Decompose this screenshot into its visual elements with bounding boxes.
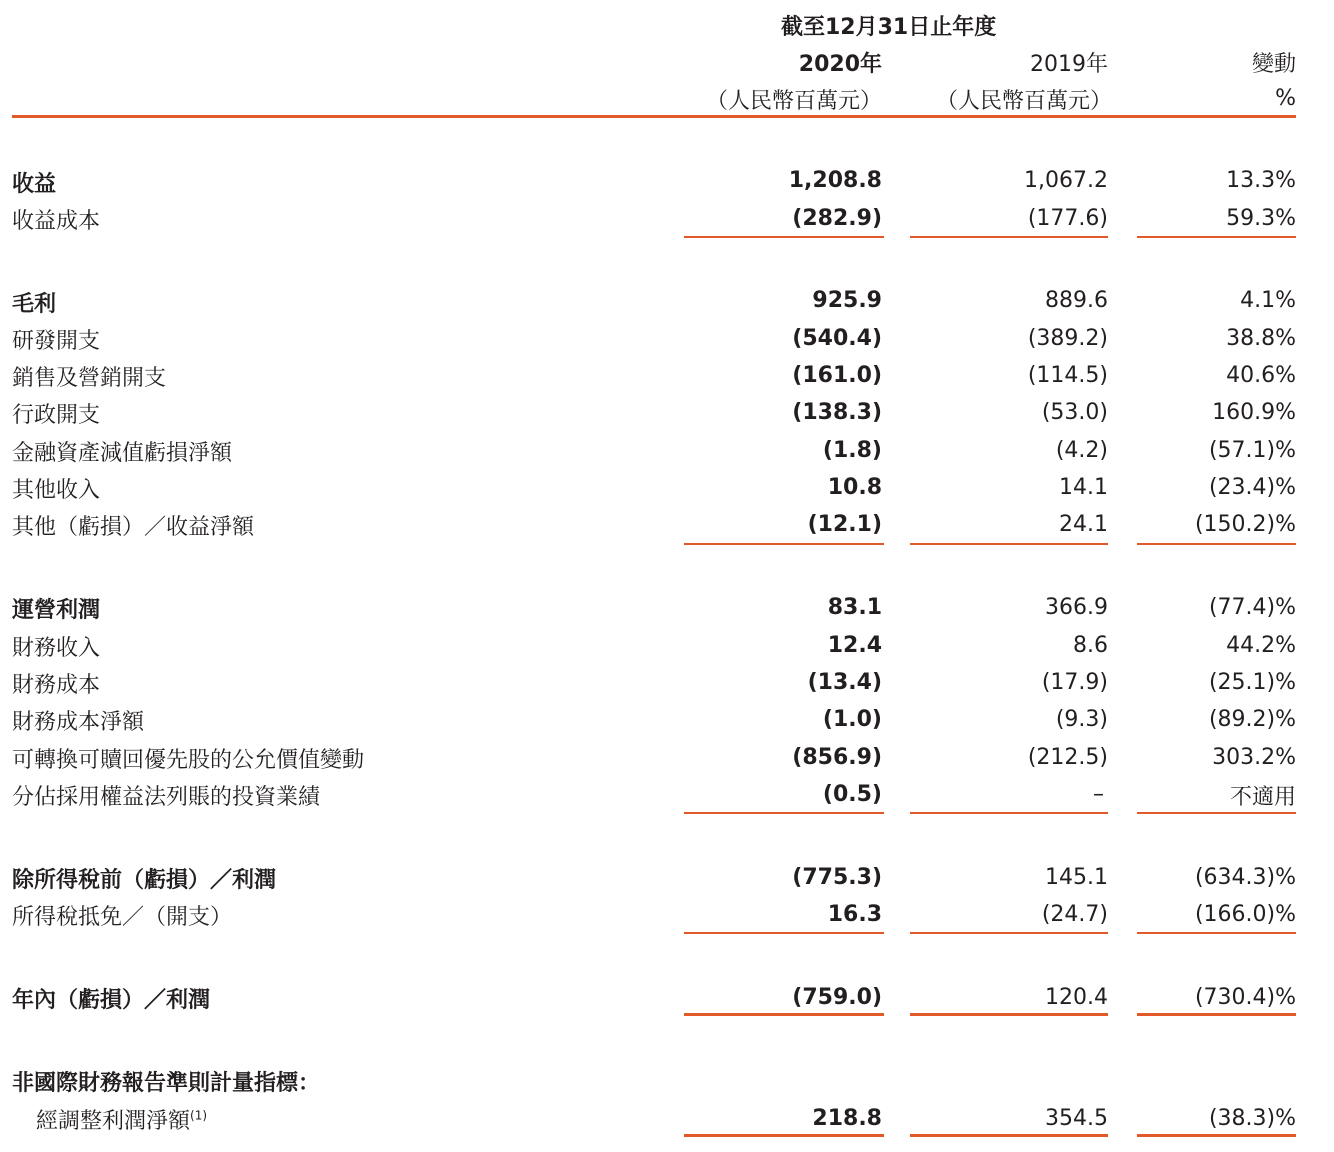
subtotal-rule	[1137, 543, 1296, 545]
value-2019: 24.1	[1059, 512, 1108, 537]
subtotal-rule	[1137, 812, 1296, 814]
value-2020: 925.9	[812, 288, 882, 313]
row-label-selling: 銷售及營銷開支	[12, 366, 167, 391]
non-ifrs-heading: 非國際財務報告準則計量指標：	[12, 1071, 321, 1096]
subtotal-rule	[684, 236, 884, 238]
subtotal-rule	[910, 932, 1108, 934]
total-rule	[910, 1013, 1108, 1016]
period-heading: 截至12月31日止年度	[781, 15, 997, 40]
value-2019: (389.2)	[1027, 326, 1108, 351]
column-header-2019: 2019年	[1030, 52, 1108, 77]
row-label-fair-value-change: 可轉換可贖回優先股的公允價值變動	[12, 748, 365, 773]
value-2020: 83.1	[827, 595, 882, 620]
value-change: (730.4)%	[1194, 985, 1296, 1010]
value-2019: (9.3)	[1055, 707, 1108, 732]
subtotal-rule	[1137, 932, 1296, 934]
value-2019: 366.9	[1045, 595, 1108, 620]
value-2020: (12.1)	[807, 512, 882, 537]
subtotal-rule	[910, 236, 1108, 238]
value-2019: 889.6	[1045, 288, 1108, 313]
value-2020: (1.8)	[822, 438, 882, 463]
column-header-2020: 2020年	[798, 52, 882, 77]
value-2020: 12.4	[827, 633, 882, 658]
value-change: (634.3)%	[1194, 865, 1296, 890]
value-change: 44.2%	[1226, 633, 1296, 658]
value-change: (166.0)%	[1194, 902, 1296, 927]
footnote-marker: (1)	[190, 1108, 208, 1123]
row-label-equity-method: 分佔採用權益法列賬的投資業績	[12, 785, 321, 810]
adjusted-net-profit-label: 經調整利潤淨額	[36, 1109, 191, 1134]
unit-change: %	[1275, 86, 1296, 111]
value-change: (77.4)%	[1208, 595, 1296, 620]
value-2019: –	[1093, 782, 1104, 807]
total-rule	[910, 1134, 1108, 1137]
value-change: 160.9%	[1212, 400, 1296, 425]
value-2020: 16.3	[827, 902, 882, 927]
value-change: 38.8%	[1226, 326, 1296, 351]
value-change: 4.1%	[1240, 288, 1296, 313]
value-2019: 145.1	[1045, 865, 1108, 890]
value-change: 13.3%	[1226, 168, 1296, 193]
value-change: (38.3)%	[1208, 1106, 1296, 1131]
value-change: (57.1)%	[1208, 438, 1296, 463]
value-2020: (0.5)	[822, 782, 882, 807]
value-2020: 10.8	[827, 475, 882, 500]
unit-2019: （人民幣百萬元）	[935, 89, 1112, 114]
row-label-admin: 行政開支	[12, 403, 101, 428]
value-change: (23.4)%	[1208, 475, 1296, 500]
total-rule	[684, 1134, 884, 1137]
row-label-cost-of-revenue: 收益成本	[12, 209, 101, 234]
row-label-gross-profit: 毛利	[12, 292, 57, 317]
value-2020: (775.3)	[792, 865, 882, 890]
row-label-operating-profit: 運營利潤	[12, 598, 101, 623]
row-label-other-gains: 其他（虧損）／收益淨額	[12, 515, 255, 540]
subtotal-rule	[1137, 236, 1296, 238]
row-label-rnd: 研發開支	[12, 329, 101, 354]
value-2019: (53.0)	[1041, 400, 1108, 425]
total-rule	[684, 1013, 884, 1016]
value-2019: (212.5)	[1027, 745, 1108, 770]
value-2019: (4.2)	[1055, 438, 1108, 463]
row-label-adjusted-net-profit	[36, 1104, 207, 1135]
row-label-other-income: 其他收入	[12, 478, 101, 503]
value-change: (150.2)%	[1194, 512, 1296, 537]
row-label-finance-income: 財務收入	[12, 636, 101, 661]
value-change: (25.1)%	[1208, 670, 1296, 695]
value-2019: (114.5)	[1027, 363, 1108, 388]
value-2019: (177.6)	[1027, 206, 1108, 231]
row-label-net-finance-cost: 財務成本淨額	[12, 710, 145, 735]
row-label-pretax: 除所得稅前（虧損）／利潤	[12, 868, 277, 893]
value-2019: 8.6	[1073, 633, 1108, 658]
header-rule	[12, 115, 1296, 118]
row-label-income-tax: 所得稅抵免／（開支）	[12, 905, 233, 930]
value-2020: 218.8	[812, 1106, 882, 1131]
total-rule	[1137, 1134, 1296, 1137]
column-header-change: 變動	[1251, 52, 1296, 77]
row-label-net-result: 年內（虧損）／利潤	[12, 988, 211, 1013]
value-change: 不適用	[1229, 785, 1296, 810]
subtotal-rule	[684, 812, 884, 814]
unit-2020: （人民幣百萬元）	[705, 89, 882, 114]
value-2020: (282.9)	[792, 206, 882, 231]
value-2019: (17.9)	[1041, 670, 1108, 695]
value-2020: (759.0)	[792, 985, 882, 1010]
row-label-revenue: 收益	[12, 172, 57, 197]
value-change: 40.6%	[1226, 363, 1296, 388]
value-change: 59.3%	[1226, 206, 1296, 231]
subtotal-rule	[684, 932, 884, 934]
value-2019: 354.5	[1045, 1106, 1108, 1131]
value-2019: 120.4	[1045, 985, 1108, 1010]
value-2020: (161.0)	[792, 363, 882, 388]
value-2020: (856.9)	[792, 745, 882, 770]
value-2020: 1,208.8	[788, 168, 882, 193]
subtotal-rule	[910, 543, 1108, 545]
value-change: (89.2)%	[1208, 707, 1296, 732]
value-2019: 1,067.2	[1024, 168, 1108, 193]
total-rule	[1137, 1013, 1296, 1016]
value-2019: 14.1	[1059, 475, 1108, 500]
value-2020: (540.4)	[792, 326, 882, 351]
value-2020: (138.3)	[792, 400, 882, 425]
subtotal-rule	[684, 543, 884, 545]
row-label-impairment: 金融資產減值虧損淨額	[12, 441, 233, 466]
value-change: 303.2%	[1212, 745, 1296, 770]
row-label-finance-cost: 財務成本	[12, 673, 101, 698]
subtotal-rule	[910, 812, 1108, 814]
value-2020: (13.4)	[807, 670, 882, 695]
value-2019: (24.7)	[1041, 902, 1108, 927]
value-2020: (1.0)	[822, 707, 882, 732]
